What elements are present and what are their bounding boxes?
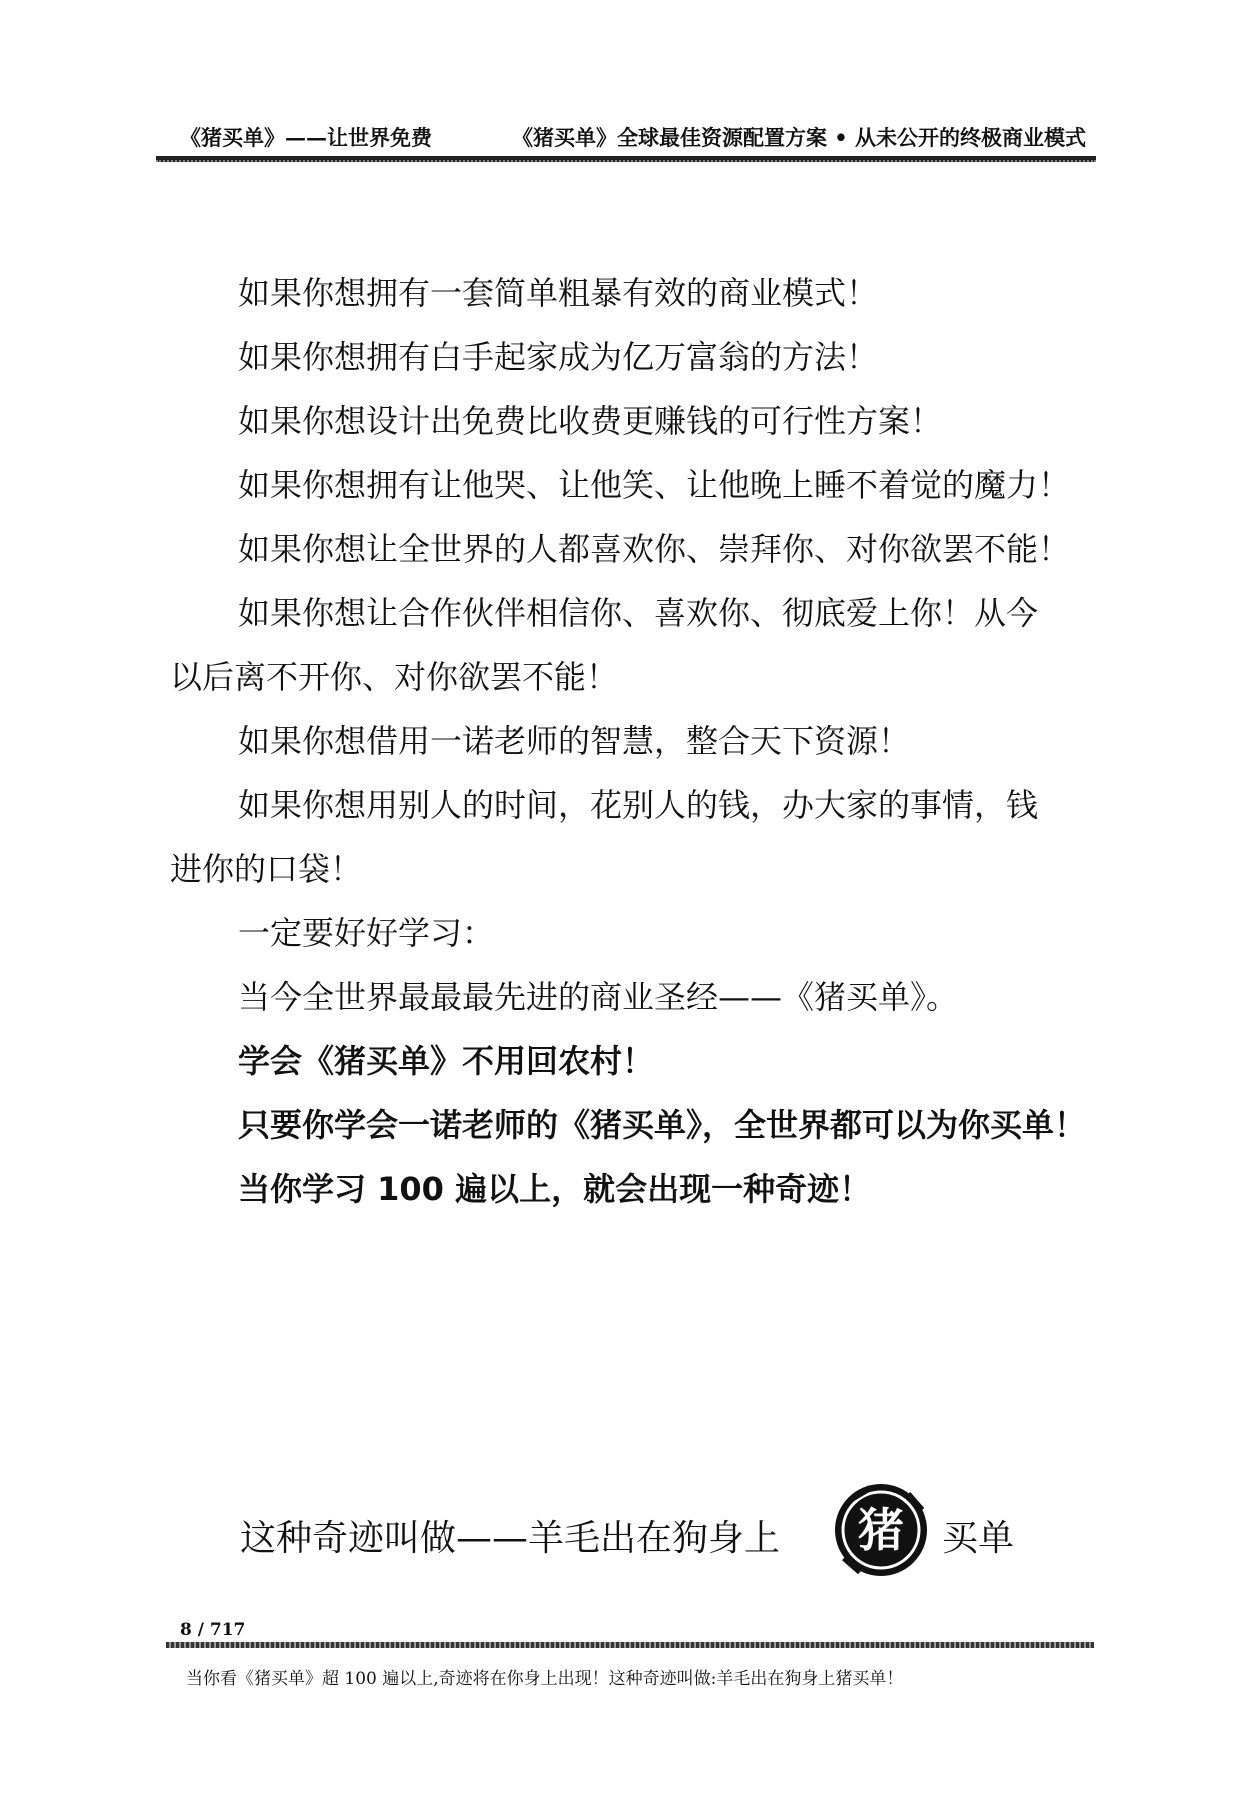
header-left-title: 《猪买单》——让世界免费 (180, 125, 432, 150)
seal-character: 猪 (858, 1503, 904, 1557)
body-line-7: 以后离不开你、对你欲罢不能！ (170, 658, 619, 696)
footer-rule (166, 1642, 1094, 1648)
pig-seal-icon (830, 1480, 932, 1580)
running-header (160, 118, 1090, 152)
body-line-14: 只要你学会一诺老师的《猪买单》，全世界都可以为你买单！ (238, 1106, 1087, 1144)
body-line-15: 当你学习 100 遍以上，就会出现一种奇迹！ (238, 1170, 872, 1208)
header-right-title: 《猪买单》全球最佳资源配置方案 • 从未公开的终极商业模式 (511, 125, 1086, 150)
body-line-2: 如果你想拥有白手起家成为亿万富翁的方法！ (238, 338, 879, 376)
slogan-prefix: 这种奇迹叫做——羊毛出在狗身上 (240, 1518, 781, 1559)
body-line-6: 如果你想让合作伙伴相信你、喜欢你、彻底爱上你！从今 (238, 594, 1039, 632)
body-line-9: 如果你想用别人的时间，花别人的钱，办大家的事情，钱 (238, 786, 1039, 824)
body-line-11: 一定要好好学习： (238, 914, 495, 952)
body-line-8: 如果你想借用一诺老师的智慧，整合天下资源！ (238, 722, 911, 760)
body-line-5: 如果你想让全世界的人都喜欢你、崇拜你、对你欲罢不能！ (238, 530, 1071, 568)
slogan-suffix: 买单 (942, 1518, 1015, 1559)
page-number: 8 / 717 (180, 1620, 246, 1640)
body-line-1: 如果你想拥有一套简单粗暴有效的商业模式！ (238, 274, 879, 312)
body-line-10: 进你的口袋！ (170, 850, 363, 888)
header-rule (156, 156, 1096, 162)
footer-text: 当你看《猪买单》超 100 遍以上,奇迹将在你身上出现！这种奇迹叫做:羊毛出在狗身上猪买单！ (186, 1669, 904, 1689)
body-line-13: 学会《猪买单》不用回农村！ (238, 1042, 655, 1080)
body-line-4: 如果你想拥有让他哭、让他笑、让他晚上睡不着觉的魔力！ (238, 466, 1071, 504)
body-line-12: 当今全世界最最最先进的商业圣经——《猪买单》。 (238, 978, 959, 1016)
body-line-3: 如果你想设计出免费比收费更赚钱的可行性方案！ (238, 402, 943, 440)
